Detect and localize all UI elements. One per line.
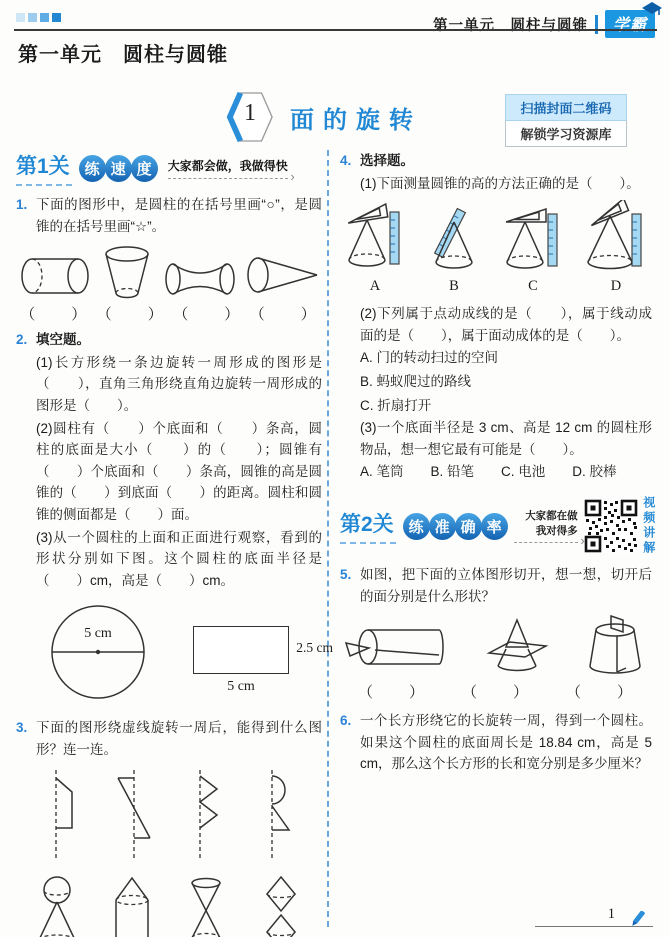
answer-paren[interactable]: （ ） xyxy=(20,306,89,324)
section2-badge-char: 率 xyxy=(481,513,508,540)
header-rule xyxy=(14,29,657,31)
section1-subtitle: 大家都会做，我做得快 xyxy=(167,159,288,173)
question-4-choices[interactable] xyxy=(340,200,652,295)
question-4 xyxy=(340,150,652,194)
question-6-number: 6. xyxy=(340,713,352,729)
choice-label: A xyxy=(369,278,381,295)
qr-tip-line2: 解锁学习资源库 xyxy=(505,121,627,147)
question-4-title: 选择题。 xyxy=(360,153,414,168)
left-column xyxy=(16,150,333,937)
question-4-item2: (2)下列属于点动成线的是（ ），属于线动成面的是（ ），属于面动成体的是（ ）。 xyxy=(360,306,652,343)
spool-figure xyxy=(161,252,239,302)
top-view-circle-figure xyxy=(49,603,147,701)
graduation-cap-icon xyxy=(641,1,663,17)
top-bar xyxy=(16,10,655,34)
cone-ruler-figure-b xyxy=(422,200,486,276)
right-column xyxy=(340,150,656,775)
question-2-number: 2. xyxy=(16,332,28,348)
choice-B[interactable] xyxy=(422,200,486,295)
section2-header xyxy=(340,496,656,557)
section1-badge-char: 速 xyxy=(105,155,132,182)
question-1-figures xyxy=(18,244,320,302)
front-view-rect-figure xyxy=(193,626,333,695)
section2-badge-char: 准 xyxy=(429,513,456,540)
cup-frustum-figure xyxy=(97,244,157,302)
question-4-number: 4. xyxy=(340,153,352,168)
question-3-text: 下面的图形绕虚线旋转一周后，能得到什么图形？连一连。 xyxy=(36,720,322,757)
question-5-figures xyxy=(342,614,650,680)
solid-sphere-on-cone[interactable] xyxy=(26,874,88,937)
column-divider xyxy=(327,150,329,927)
question-4-item3-options[interactable]: A. 笔筒 B. 铅笔 C. 电池 D. 胶棒 xyxy=(360,464,617,480)
qr-tip-line1: 扫描封面二维码 xyxy=(505,94,627,121)
question-1-number: 1. xyxy=(16,197,28,212)
brand-logo xyxy=(605,10,655,38)
circle-diameter-label: 5 cm xyxy=(84,626,112,642)
question-3-number: 3. xyxy=(16,720,28,736)
section1-dash-arrow xyxy=(168,178,288,179)
solid-double-bicone[interactable] xyxy=(250,874,312,937)
choice-label: B xyxy=(449,278,459,295)
section1-badge-char: 度 xyxy=(131,155,158,182)
question-5-answer-parens[interactable] xyxy=(340,681,652,702)
question-4-option[interactable]: B. 蚂蚁爬过的路线 xyxy=(360,374,472,389)
rect-height-label: 2.5 cm xyxy=(296,640,333,656)
choice-label: C xyxy=(528,278,538,295)
section2-subtitle-line1: 大家都在做 xyxy=(525,510,578,523)
lesson-number: 1 xyxy=(244,100,256,126)
profile-double-triangle[interactable] xyxy=(108,768,158,860)
question-1 xyxy=(16,194,322,237)
answer-paren[interactable]: （ ） xyxy=(173,306,242,324)
question-2-title: 填空题。 xyxy=(36,332,90,348)
rect-width-label: 5 cm xyxy=(227,679,255,695)
profile-cylinder-cone[interactable] xyxy=(36,768,86,860)
question-3-profiles[interactable] xyxy=(18,768,320,860)
choice-D[interactable] xyxy=(580,200,652,295)
question-5 xyxy=(340,564,652,607)
answer-paren[interactable]: （ ） xyxy=(357,684,426,702)
profile-zigzag-triangles[interactable] xyxy=(180,768,230,860)
answer-paren[interactable]: （ ） xyxy=(565,684,634,702)
qr-code[interactable] xyxy=(584,499,638,553)
solid-cylinder-with-cone[interactable] xyxy=(101,874,163,937)
unit-title: 第一单元 圆柱与圆锥 xyxy=(18,44,228,66)
question-1-answer-parens[interactable] xyxy=(16,303,322,324)
qr-tip-box[interactable] xyxy=(505,94,627,147)
brand-logo-text: 学霸 xyxy=(612,17,647,34)
section2-label: 第2关 xyxy=(340,508,396,544)
question-4-option[interactable]: A. 门的转动扫过的空间 xyxy=(360,350,499,366)
cone-ruler-figure-c xyxy=(498,200,568,276)
cut-cylinder-figure xyxy=(342,617,454,677)
question-4-item1: (1)下面测量圆锥的高的方法正确的是（ ）。 xyxy=(360,175,640,191)
section1-header xyxy=(16,150,322,186)
section1-label: 第1关 xyxy=(16,150,72,186)
section2-dash-arrow xyxy=(514,542,578,543)
question-4-option[interactable]: C. 折扇打开 xyxy=(360,397,432,413)
corner-squares-icon xyxy=(16,13,61,22)
answer-paren[interactable]: （ ） xyxy=(461,684,530,702)
question-2-item3: (3)从一个圆柱的上面和正面进行观察，看到的形状分别如下图。这个圆柱的底面半径是（ ）cm，高是（ ）cm。 xyxy=(36,529,322,588)
pen-icon xyxy=(623,911,649,931)
question-1-text: 下面的图形中，是圆柱的在括号里画“○”，是圆锥的在括号里画“☆”。 xyxy=(36,197,322,234)
qr-caption: 视频讲解 xyxy=(641,496,656,557)
question-2 xyxy=(16,329,322,591)
question-5-text: 如图，把下面的立体图形切开，想一想，切开后的面分别是什么形状？ xyxy=(360,567,652,604)
question-2-item2: (2)圆柱有（ ）个底面和（ ）条高，圆柱的底面是大小（ ）的（ ）；圆锥有（ ）个底面和（ ）条高，圆锥的高是圆锥的（ ）到底面（ ）的距离。圆柱和圆锥的侧面都是（ ）面。 xyxy=(36,420,322,522)
question-2-item1: (1)长方形绕一条边旋转一周形成的图形是（ ），直角三角形绕直角边旋转一周形成的图形是（ ）。 xyxy=(36,354,322,413)
choice-A[interactable] xyxy=(340,200,410,295)
question-3 xyxy=(16,717,322,760)
page-header-crumb: 第一单元 圆柱与圆锥 xyxy=(432,17,588,34)
answer-paren[interactable]: （ ） xyxy=(96,306,165,324)
question-4-item3: (3)一个底面半径是 3 cm、高是 12 cm 的圆柱形物品，想一想它最有可能是（ ）。 xyxy=(360,420,652,457)
question-4-part2 xyxy=(340,303,652,484)
lesson-header xyxy=(0,88,669,148)
cone-ruler-figure-a xyxy=(340,200,410,276)
question-6 xyxy=(340,710,652,775)
answer-paren[interactable]: （ ） xyxy=(249,306,318,324)
solid-double-cone-hourglass[interactable] xyxy=(175,874,237,937)
section2-badge-char: 确 xyxy=(455,513,482,540)
section2-badge-char: 练 xyxy=(403,513,430,540)
question-5-number: 5. xyxy=(340,567,352,583)
choice-C[interactable] xyxy=(498,200,568,295)
question-6-text: 一个长方形绕它的长旋转一周，得到一个圆柱。如果这个圆柱的底面周长是 18.84 cm，高是 5 cm，那么这个长方形的长和宽分别是多少厘米？ xyxy=(360,713,652,772)
cone-ruler-figure-d xyxy=(580,200,652,276)
profile-semicircle-triangle[interactable] xyxy=(252,768,302,860)
lying-cone-figure xyxy=(244,248,320,302)
cut-frustum-figure xyxy=(580,614,650,680)
lesson-title: 面的旋转 xyxy=(290,107,422,134)
lying-cylinder-figure xyxy=(18,246,92,302)
section2-subtitle-line2: 我对得多 xyxy=(535,524,578,537)
question-3-solids[interactable] xyxy=(18,874,320,937)
question-2-diagrams xyxy=(16,603,333,701)
page-number: 1 xyxy=(607,906,615,922)
page-footer xyxy=(535,906,653,927)
cut-cone-figure xyxy=(480,616,554,678)
section1-badge-char: 练 xyxy=(79,155,106,182)
choice-label: D xyxy=(610,278,622,295)
